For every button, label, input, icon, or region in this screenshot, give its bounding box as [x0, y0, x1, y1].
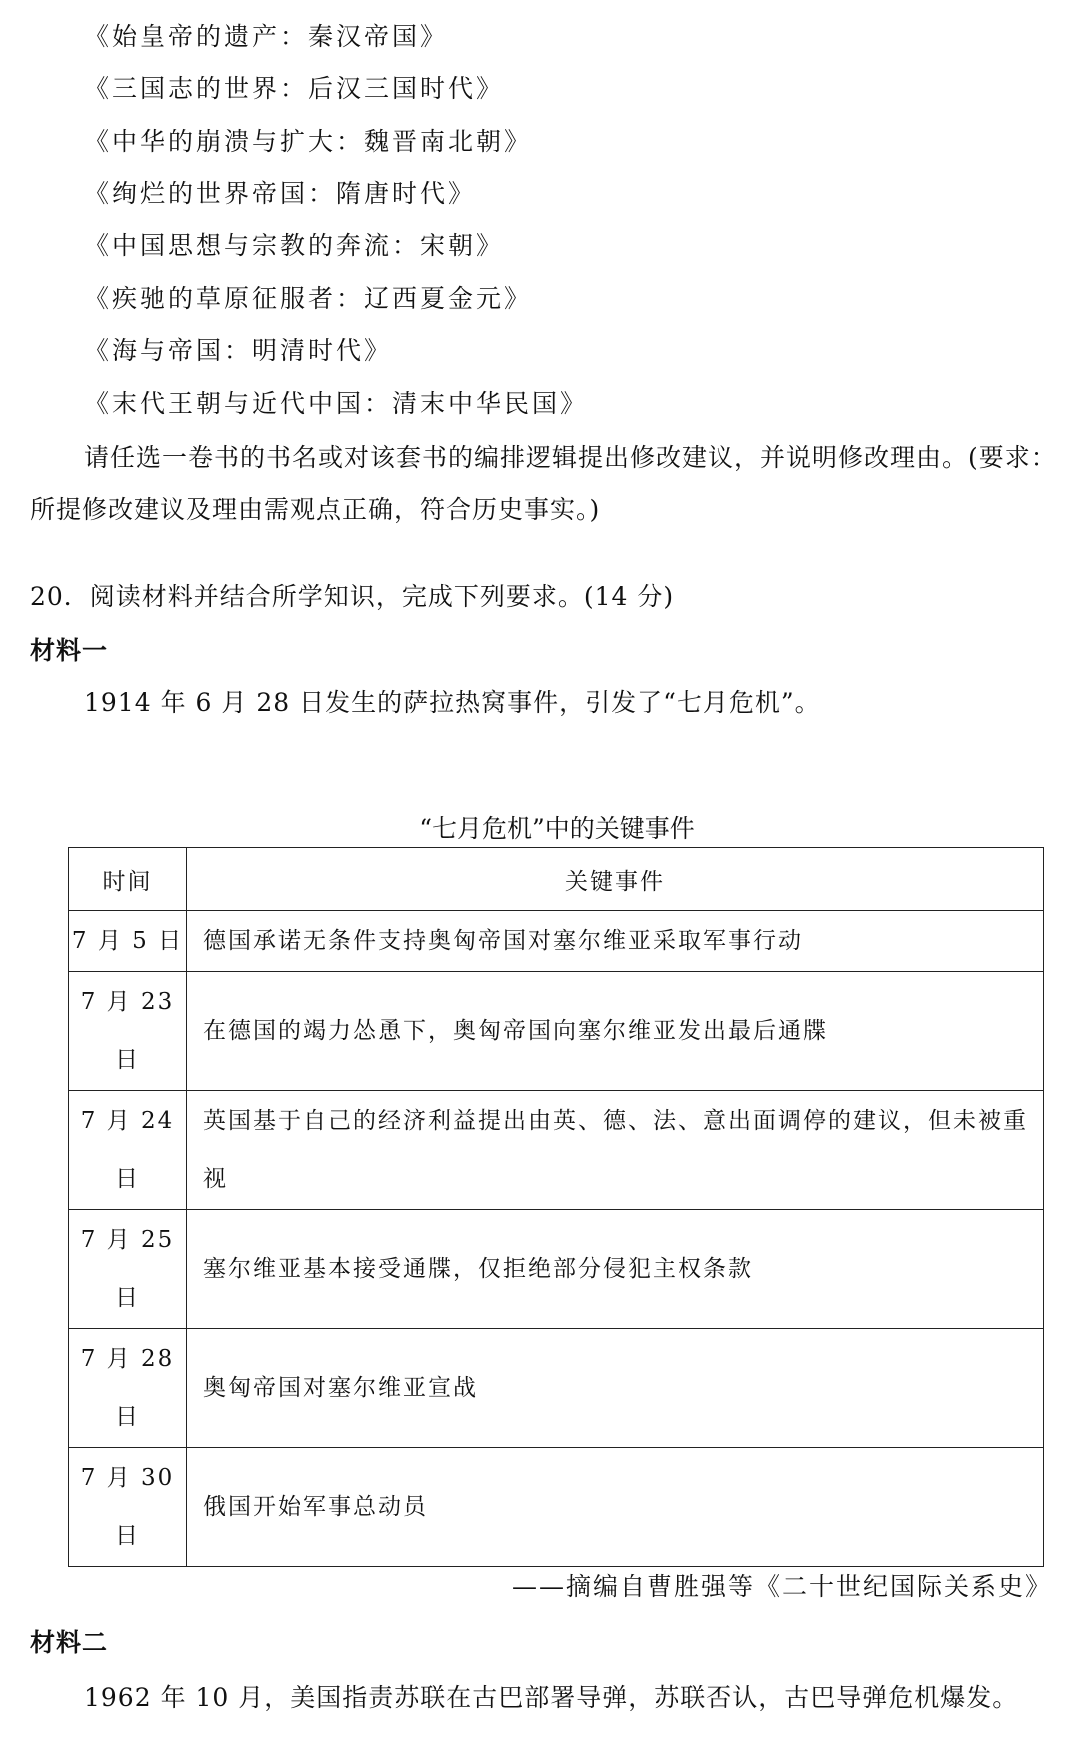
material2-text: 1962 年 10 月，美国指责苏联在古巴部署导弹，苏联否认，古巴导弹危机爆发。	[84, 1683, 1019, 1712]
material1-source: ——摘编自曹胜强等《二十世纪国际关系史》	[511, 1572, 1052, 1601]
book-title: 《中华的崩溃与扩大：魏晋南北朝》	[84, 127, 533, 156]
header-time: 时间	[69, 848, 187, 911]
book-title: 《海与帝国：明清时代》	[84, 336, 393, 365]
table-row	[69, 1210, 1044, 1329]
event-time: 7 月 25 日	[69, 1210, 187, 1329]
question19-prompt-cont: 所提修改建议及理由需观点正确，符合历史事实。)	[30, 495, 601, 524]
table-row	[69, 972, 1044, 1091]
event-description: 奥匈帝国对塞尔维亚宣战	[187, 1329, 1044, 1448]
event-description: 德国承诺无条件支持奥匈帝国对塞尔维亚采取军事行动	[187, 911, 1044, 972]
header-event: 关键事件	[187, 848, 1044, 911]
table-row	[69, 1448, 1044, 1567]
material1-heading: 材料一	[30, 636, 109, 665]
question19-prompt: 请任选一卷书的书名或对该套书的编排逻辑提出修改建议，并说明修改理由。(要求：	[84, 443, 1057, 472]
book-title: 《中国思想与宗教的奔流：宋朝》	[84, 231, 505, 260]
book-title: 《末代王朝与近代中国：清末中华民国》	[84, 389, 589, 418]
event-time: 7 月 24 日	[69, 1091, 187, 1210]
question20-header: 20．阅读材料并结合所学知识，完成下列要求。(14 分)	[30, 582, 675, 611]
table-row	[69, 1329, 1044, 1448]
event-time: 7 月 28 日	[69, 1329, 187, 1448]
event-time: 7 月 5 日	[69, 911, 187, 972]
material1-intro: 1914 年 6 月 28 日发生的萨拉热窝事件，引发了“七月危机”。	[84, 688, 821, 717]
event-time: 7 月 23 日	[69, 972, 187, 1091]
table-row	[69, 1091, 1044, 1210]
book-title: 《三国志的世界：后汉三国时代》	[84, 74, 505, 103]
event-description: 俄国开始军事总动员	[187, 1448, 1044, 1567]
table-header-row	[69, 848, 1044, 911]
table-row	[69, 911, 1044, 972]
key-events-table	[68, 847, 1044, 1567]
event-description: 英国基于自己的经济利益提出由英、德、法、意出面调停的建议，但未被重视	[187, 1091, 1044, 1210]
event-time: 7 月 30 日	[69, 1448, 187, 1567]
material2-heading: 材料二	[30, 1628, 109, 1657]
book-title: 《绚烂的世界帝国：隋唐时代》	[84, 179, 477, 208]
book-title: 《疾驰的草原征服者：辽西夏金元》	[84, 284, 533, 313]
table-caption: “七月危机”中的关键事件	[419, 814, 695, 843]
event-description: 在德国的竭力怂恿下，奥匈帝国向塞尔维亚发出最后通牒	[187, 972, 1044, 1091]
event-description: 塞尔维亚基本接受通牒，仅拒绝部分侵犯主权条款	[187, 1210, 1044, 1329]
book-title: 《始皇帝的遗产：秦汉帝国》	[84, 22, 449, 51]
